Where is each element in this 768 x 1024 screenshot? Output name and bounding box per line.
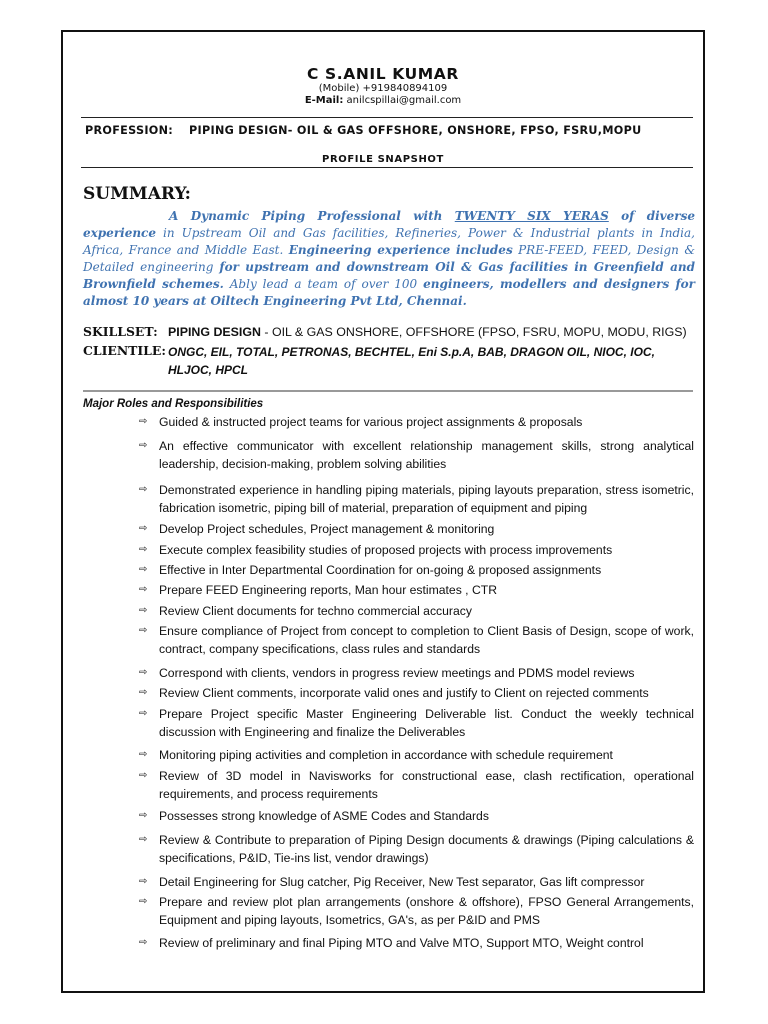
list-item-text: Possesses strong knowledge of ASME Codes and Standards	[159, 809, 489, 823]
list-item	[139, 622, 694, 658]
divider	[83, 390, 693, 392]
arrow-bullet-icon: ⇨	[139, 523, 148, 534]
list-item	[139, 746, 694, 764]
arrow-bullet-icon: ⇨	[139, 564, 148, 575]
list-item-text: An effective communicator with excellent relationship management skills, strong analytical leadership, decision-making, problem solving abilities	[159, 439, 694, 471]
summary-heading: SUMMARY:	[83, 184, 191, 204]
list-item-text: Correspond with clients, vendors in progress review meetings and PDMS model reviews	[159, 666, 635, 680]
list-item	[139, 705, 694, 741]
list-item-text: Develop Project schedules, Project management & monitoring	[159, 522, 495, 536]
arrow-bullet-icon: ⇨	[139, 937, 148, 948]
list-item-text: Review of preliminary and final Piping MTO and Valve MTO, Support MTO, Weight control	[159, 936, 644, 950]
roles-heading: Major Roles and Responsibilities	[83, 398, 264, 410]
summary-text: of diverse experience	[83, 209, 695, 240]
profile-snapshot-title: PROFILE SNAPSHOT	[322, 154, 444, 165]
arrow-bullet-icon: ⇨	[139, 810, 148, 821]
list-item	[139, 602, 694, 620]
list-item-text: Review Client comments, incorporate valid ones and justify to Client on rejected comments	[159, 686, 649, 700]
list-item	[139, 664, 694, 682]
arrow-bullet-icon: ⇨	[139, 544, 148, 555]
list-item-text: Ensure compliance of Project from concept to completion to Client Basis of Design, scope of work, contract, company specifications, class rules and standards	[159, 624, 694, 656]
list-item	[139, 581, 694, 599]
summary-text: in Upstream Oil and Gas facilities, Refineries, Power & Industrial plants in India, Africa, France and Middle East.	[83, 226, 695, 257]
list-item	[139, 413, 694, 431]
list-item-text: Review & Contribute to preparation of Piping Design documents & drawings (Piping calculations & specifications, P&ID, Tie-ins list, vendor drawings)	[159, 833, 694, 865]
profession-value: PIPING DESIGN- OIL & GAS OFFSHORE, ONSHORE, FPSO, FSRU,MOPU	[189, 124, 642, 137]
list-item	[139, 767, 694, 803]
list-item-text: Execute complex feasibility studies of proposed projects with process improvements	[159, 543, 613, 557]
list-item	[139, 831, 694, 867]
list-item-text: Review of 3D model in Navisworks for constructional ease, clash rectification, operational requirements, and process requirements	[159, 769, 694, 801]
arrow-bullet-icon: ⇨	[139, 896, 148, 907]
list-item-text: Demonstrated experience in handling piping materials, piping layouts preparation, stress isometric, fabrication isometric, piping bill of material, preparation of equipment and piping	[159, 483, 694, 515]
summary-text: A Dynamic Piping Professional with	[169, 209, 455, 223]
arrow-bullet-icon: ⇨	[139, 625, 148, 636]
skillset-line	[83, 324, 687, 339]
skillset-bold: PIPING DESIGN	[168, 325, 261, 339]
list-item	[139, 561, 694, 579]
arrow-bullet-icon: ⇨	[139, 484, 148, 495]
summary-years: TWENTY SIX YERAS	[454, 209, 609, 223]
arrow-bullet-icon: ⇨	[139, 834, 148, 845]
list-item	[139, 893, 694, 929]
resume-page	[61, 30, 705, 993]
list-item	[139, 873, 694, 891]
skillset-value: - OIL & GAS ONSHORE, OFFSHORE (FPSO, FSRU, MOPU, MODU, RIGS)	[260, 325, 687, 339]
arrow-bullet-icon: ⇨	[139, 605, 148, 616]
arrow-bullet-icon: ⇨	[139, 749, 148, 760]
list-item	[139, 684, 694, 702]
divider	[81, 117, 693, 118]
arrow-bullet-icon: ⇨	[139, 687, 148, 698]
list-item	[139, 541, 694, 559]
candidate-name: C S.ANIL KUMAR	[307, 65, 459, 83]
list-item	[139, 437, 694, 473]
arrow-bullet-icon: ⇨	[139, 416, 148, 427]
profession-label: PROFESSION:	[85, 124, 174, 137]
list-item	[139, 481, 694, 517]
email-line	[63, 95, 703, 106]
arrow-bullet-icon: ⇨	[139, 708, 148, 719]
summary-text: for upstream and downstream Oil & Gas facilities in Greenfield and Brownfield schemes.	[83, 260, 695, 291]
email-address[interactable]: anilcspillai@gmail.com	[346, 95, 462, 106]
divider	[81, 167, 693, 168]
list-item-text: Monitoring piping activities and completion in accordance with schedule requirement	[159, 748, 613, 762]
arrow-bullet-icon: ⇨	[139, 876, 148, 887]
summary-text: PRE-FEED, FEED, Design & Detailed engineering	[83, 243, 696, 274]
clientile-line	[83, 343, 695, 379]
skillset-label: SKILLSET:	[83, 324, 158, 339]
list-item-text: Review Client documents for techno commercial accuracy	[159, 604, 472, 618]
list-item-text: Prepare FEED Engineering reports, Man hour estimates , CTR	[159, 583, 498, 597]
arrow-bullet-icon: ⇨	[139, 667, 148, 678]
summary-text: engineers, modellers and designers for almost 10 years at Oiltech Engineering Pvt Ltd, Chennai.	[83, 277, 696, 308]
clientile-label: CLIENTILE:	[83, 343, 166, 358]
list-item	[139, 807, 694, 825]
mobile-number: (Mobile) +919840894109	[318, 83, 448, 94]
clientile-value: ONGC, EIL, TOTAL, PETRONAS, BECHTEL, Eni S.p.A, BAB, DRAGON OIL, NIOC, IOC, HLJOC, HPCL	[168, 345, 655, 377]
profession-line	[85, 124, 642, 137]
list-item-text: Effective in Inter Departmental Coordination for on-going & proposed assignments	[159, 563, 602, 577]
arrow-bullet-icon: ⇨	[139, 584, 148, 595]
summary-text: Ably lead a team of over 100	[223, 277, 424, 291]
list-item-text: Guided & instructed project teams for various project assignments & proposals	[159, 415, 583, 429]
list-item-text: Prepare and review plot plan arrangements (onshore & offshore), FPSO General Arrangements, Equipment and piping layouts, Isometrics, GA's, as per P&ID and PMS	[159, 895, 694, 927]
list-item	[139, 934, 694, 952]
list-item-text: Detail Engineering for Slug catcher, Pig Receiver, New Test separator, Gas lift compressor	[159, 875, 645, 889]
arrow-bullet-icon: ⇨	[139, 440, 148, 451]
list-item	[139, 520, 694, 538]
arrow-bullet-icon: ⇨	[139, 770, 148, 781]
summary-paragraph	[83, 208, 695, 310]
email-label: E-Mail:	[304, 95, 344, 106]
list-item-text: Prepare Project specific Master Engineering Deliverable list. Conduct the weekly technical discussion with Engineering and finalize the Deliverables	[159, 707, 694, 739]
summary-text: Engineering experience includes	[288, 243, 513, 257]
